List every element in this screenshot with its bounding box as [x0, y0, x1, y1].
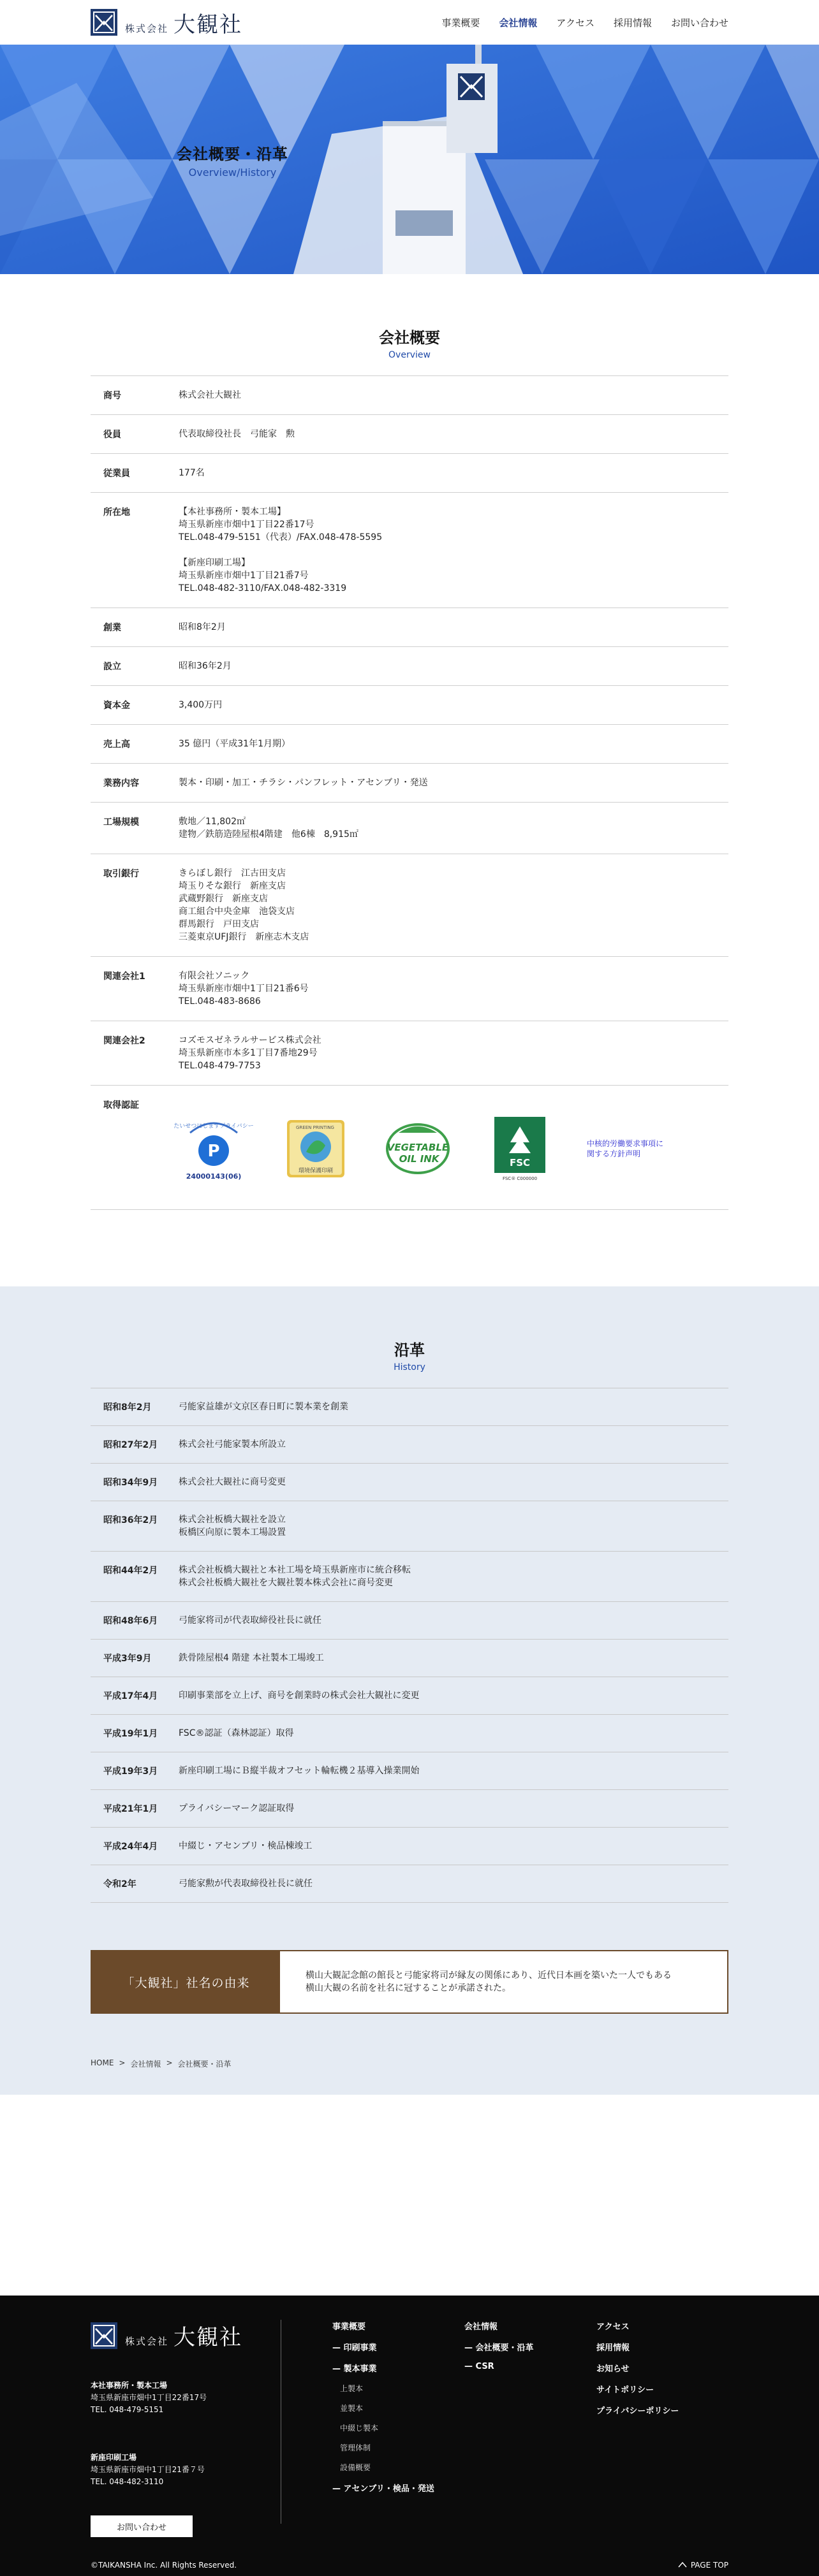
row-label: 取得認証	[103, 1100, 139, 1110]
row-value: 3,400万円	[179, 700, 223, 710]
row-value: きらぼし銀行 江古田支店 埼玉りそな銀行 新座支店 武蔵野銀行 新座支店 商工組合中央金庫 池袋支店 群馬銀行 戸田支店 三菱東京UFJ銀行 新座志木支店	[179, 868, 309, 942]
table-row	[91, 803, 728, 854]
blank-spacer	[0, 2095, 819, 2296]
footer-addr1: 埼玉県新座市畑中1丁目22番17号 TEL. 048-479-5151	[91, 2393, 207, 2414]
site-header	[0, 0, 819, 45]
footer-link-management[interactable]: 管理体制	[340, 2443, 371, 2452]
row-value: 弓能家益雄が文京区春日町に製本業を創業	[179, 1402, 348, 1412]
oil-ink-text: OIL INK	[399, 1153, 439, 1165]
row-label: 従業員	[103, 469, 130, 479]
row-value: 弓能家勲が代表取締役社長に就任	[179, 1879, 313, 1889]
table-row	[91, 1602, 728, 1640]
overview-title: 会社概要	[379, 329, 440, 347]
row-value: 177名	[179, 468, 205, 478]
vegetable-text: VEGETABLE	[387, 1142, 449, 1153]
row-label: 平成19年1月	[103, 1729, 158, 1739]
breadcrumb-current: 会社概要・沿革	[177, 2060, 232, 2069]
footer-link-access[interactable]: アクセス	[596, 2322, 630, 2332]
footer-link-privacy[interactable]: プライバシーポリシー	[596, 2406, 679, 2416]
page-top-label: PAGE TOP	[690, 2561, 728, 2570]
row-label: 昭和27年2月	[103, 1440, 158, 1450]
footer-link-business[interactable]: 事業概要	[332, 2322, 366, 2332]
table-row	[91, 454, 728, 493]
row-value: 印刷事業部を立上げ、商号を創業時の株式会社大観社に変更	[179, 1691, 420, 1701]
chevron-up-icon	[678, 2561, 687, 2570]
overview-subtitle: Overview	[388, 350, 431, 360]
footer-logo-big: 大観社	[173, 2325, 243, 2350]
logo-small-text: 株式会社	[125, 22, 169, 34]
row-label: 売上高	[103, 739, 130, 750]
table-row	[91, 1677, 728, 1715]
labor-policy-link[interactable]: 中核的労働要求事項に 関する方針声明	[587, 1139, 664, 1158]
row-value: 35 億円（平成31年1月期）	[179, 739, 290, 749]
row-value: 弓能家将司が代表取締役社長に就任	[179, 1615, 321, 1626]
footer-link-softcover[interactable]: 並製本	[340, 2404, 364, 2413]
logo-mark-icon	[91, 9, 117, 36]
footer-link-equipment[interactable]: 設備概要	[340, 2463, 371, 2472]
table-row	[91, 686, 728, 725]
row-value: 昭和8年2月	[179, 622, 226, 632]
footer-link-news[interactable]: お知らせ	[596, 2364, 630, 2374]
table-row	[91, 1715, 728, 1752]
svg-text:P: P	[207, 1142, 220, 1161]
footer-addr2-title: 新座印刷工場	[91, 2453, 137, 2462]
breadcrumb-separator-icon: >	[166, 2058, 173, 2067]
row-label: 関連会社1	[103, 971, 145, 982]
row-value: 製本・印刷・加工・チラシ・パンフレット・アセンブリ・発送	[179, 778, 428, 788]
fsc-logo-icon	[485, 1114, 555, 1184]
green-printing-icon	[281, 1114, 351, 1184]
copyright-text: ©TAIKANSHA Inc. All Rights Reserved.	[91, 2561, 237, 2570]
row-label: 昭和48年6月	[103, 1616, 158, 1626]
history-section	[0, 1286, 819, 2095]
table-row	[91, 1828, 728, 1865]
footer-logo-small: 株式会社	[125, 2336, 169, 2347]
row-label: 関連会社2	[103, 1036, 145, 1046]
history-table	[91, 1388, 728, 1903]
table-row	[91, 376, 728, 415]
history-subtitle: History	[394, 1362, 425, 1372]
row-label: 設立	[103, 662, 121, 672]
logo-big-text: 大観社	[173, 11, 243, 38]
row-label: 平成24年4月	[103, 1842, 158, 1852]
name-origin-box	[91, 1950, 728, 2014]
footer-link-company[interactable]: 会社情報	[464, 2322, 498, 2332]
row-value: コズモスゼネラルサービス株式会社 埼玉県新座市本多1丁目7番地29号 TEL.048-479-7753	[179, 1035, 321, 1071]
footer-link-site-policy[interactable]: サイトポリシー	[596, 2385, 654, 2395]
row-value: 中綴じ・アセンブリ・検品棟竣工	[179, 1841, 313, 1851]
footer-menu-business: 事業概要 — 印刷事業 — 製本事業 上製本 並製本 中綴じ製本 管理体制 設備概要 — アセンブリ・検品・発送	[332, 2322, 434, 2494]
hero-background-image	[0, 45, 819, 274]
footer-addr1-title: 本社事務所・製本工場	[91, 2381, 168, 2390]
table-row	[91, 1464, 728, 1501]
row-value: 代表取締役社長 弓能家 勲	[179, 429, 295, 439]
table-row	[91, 1501, 728, 1552]
table-row	[91, 1752, 728, 1790]
fsc-text: FSC	[509, 1157, 531, 1168]
footer-link-binding[interactable]: 製本事業	[343, 2364, 377, 2374]
table-row	[91, 725, 728, 764]
row-label: 工場規模	[103, 817, 139, 827]
table-row	[91, 415, 728, 454]
table-row	[91, 608, 728, 647]
nav-contact[interactable]: お問い合わせ	[670, 17, 728, 29]
vegetable-oil-ink-icon	[383, 1114, 453, 1184]
site-footer	[0, 2296, 819, 2576]
row-value: 株式会社大観社	[179, 390, 241, 400]
footer-logo[interactable]	[91, 2320, 268, 2351]
row-value: 敷地／11,802㎡ 建物／鉄筋造陸屋根4階建 他6棟 8,915㎡	[179, 817, 358, 840]
privacy-number-text: 24000143(06)	[186, 1172, 242, 1181]
footer-addr2: 埼玉県新座市畑中1丁目21番７号 TEL. 048-482-3110	[91, 2465, 205, 2486]
table-row	[91, 647, 728, 686]
row-value: 有限会社ソニック 埼玉県新座市畑中1丁目21番6号 TEL.048-483-8686	[179, 971, 309, 1007]
green-top-text: GREEN PRINTING	[296, 1125, 334, 1130]
row-label: 創業	[103, 623, 121, 633]
history-title: 沿革	[394, 1341, 425, 1359]
row-label: 平成3年9月	[103, 1654, 152, 1664]
row-value: 新座印刷工場にＢ縦半裁オフセット輪転機２基導入操業開始	[179, 1766, 420, 1776]
table-row	[91, 1552, 728, 1602]
row-value: 昭和36年2月	[179, 661, 232, 671]
nav-recruit[interactable]: 採用情報	[613, 17, 652, 29]
footer-link-assembly[interactable]: アセンブリ・検品・発送	[343, 2484, 434, 2494]
privacy-mark-icon	[173, 1114, 254, 1184]
row-value: FSC®認証（森林認証）取得	[179, 1728, 294, 1738]
row-value: プライバシーマーク認証取得	[179, 1803, 295, 1814]
nav-access[interactable]: アクセス	[556, 17, 594, 29]
table-row	[91, 1865, 728, 1903]
footer-link-overview[interactable]: 会社概要・沿革	[475, 2343, 534, 2353]
table-row	[91, 1790, 728, 1828]
privacy-top-text: たいせつにしますプライバシー	[173, 1123, 254, 1130]
footer-link-hardcover[interactable]: 上製本	[340, 2384, 364, 2393]
breadcrumb	[91, 2058, 728, 2069]
logo-mark-icon	[91, 2322, 117, 2349]
breadcrumb-separator-icon: >	[119, 2058, 126, 2067]
row-label: 所在地	[103, 507, 130, 518]
row-label: 資本金	[103, 701, 130, 711]
site-logo[interactable]	[91, 7, 242, 38]
name-origin-text: 横山大観記念館の館長と弓能家将司が縁友の関係にあり、近代日本画を築いた一人でもある 横山大観の名前を社名に冠することが承諾された。	[306, 1970, 672, 1993]
breadcrumb-home[interactable]: HOME	[91, 2058, 114, 2067]
table-row	[91, 1388, 728, 1426]
row-value: 【本社事務所・製本工場】 埼玉県新座市畑中1丁目22番17号 TEL.048-479-5151（代表）/FAX.048-478-5595 【新座印刷工場】 埼玉県新座市畑中1丁目21番7号 TEL.048-482-3110/FAX.048-482-3319	[179, 507, 383, 593]
row-label: 業務内容	[103, 778, 139, 789]
nav-business[interactable]: 事業概要	[441, 17, 480, 29]
footer-menu-company: 会社情報 — 会社概要・沿革 — CSR	[464, 2322, 534, 2371]
footer-link-recruit[interactable]: 採用情報	[596, 2343, 630, 2353]
table-row	[91, 493, 728, 608]
main-nav	[441, 16, 728, 29]
hero-subtitle: Overview/History	[188, 166, 277, 178]
overview-section	[0, 274, 819, 1286]
breadcrumb-company[interactable]: 会社情報	[130, 2060, 161, 2069]
row-label: 昭和34年9月	[103, 1478, 158, 1488]
row-value: 株式会社板橋大観社と本社工場を埼玉県新座市に統合移転 株式会社板橋大観社を大観社製本株式会社に商号変更	[179, 1565, 411, 1588]
row-label: 昭和44年2月	[103, 1566, 158, 1576]
table-row	[91, 854, 728, 957]
page-top-button[interactable]	[678, 2561, 728, 2570]
row-label: 役員	[103, 430, 121, 440]
row-label: 平成17年4月	[103, 1691, 158, 1701]
table-row	[91, 1021, 728, 1086]
table-row	[91, 1640, 728, 1677]
row-value: 株式会社大観社に商号変更	[179, 1477, 286, 1487]
row-value: 鉄骨陸屋根4 階建 本社製本工場竣工	[179, 1653, 324, 1663]
hero-banner	[0, 45, 819, 274]
row-label: 昭和8年2月	[103, 1402, 152, 1413]
hero-title: 会社概要・沿革	[177, 145, 288, 163]
footer-link-csr[interactable]: CSR	[475, 2362, 494, 2371]
nav-company[interactable]: 会社情報	[499, 17, 538, 29]
green-bottom-text: 環境保護印刷	[298, 1168, 334, 1174]
row-value: 株式会社板橋大観社を設立 板橋区向原に製本工場設置	[179, 1515, 286, 1538]
footer-link-printing[interactable]: 印刷事業	[343, 2343, 377, 2353]
name-origin-title: 「大観社」社名の由来	[92, 1951, 280, 2012]
footer-menu-other	[596, 2320, 728, 2524]
row-label: 商号	[103, 391, 121, 401]
fsc-code-text: FSC® C000000	[502, 1176, 538, 1181]
table-row	[91, 1426, 728, 1464]
table-row	[91, 764, 728, 803]
table-row	[91, 957, 728, 1021]
row-label: 平成21年1月	[103, 1804, 158, 1814]
row-label: 取引銀行	[103, 869, 139, 879]
footer-contact-button[interactable]: お問い合わせ	[91, 2515, 193, 2537]
row-label: 令和2年	[103, 1879, 136, 1889]
row-label: 平成19年3月	[103, 1766, 158, 1777]
table-row-certs	[91, 1086, 728, 1210]
row-value: 株式会社弓能家製本所設立	[179, 1439, 286, 1450]
footer-link-saddle[interactable]: 中綴じ製本	[340, 2424, 379, 2433]
row-label: 昭和36年2月	[103, 1515, 158, 1525]
overview-table	[91, 375, 728, 1210]
